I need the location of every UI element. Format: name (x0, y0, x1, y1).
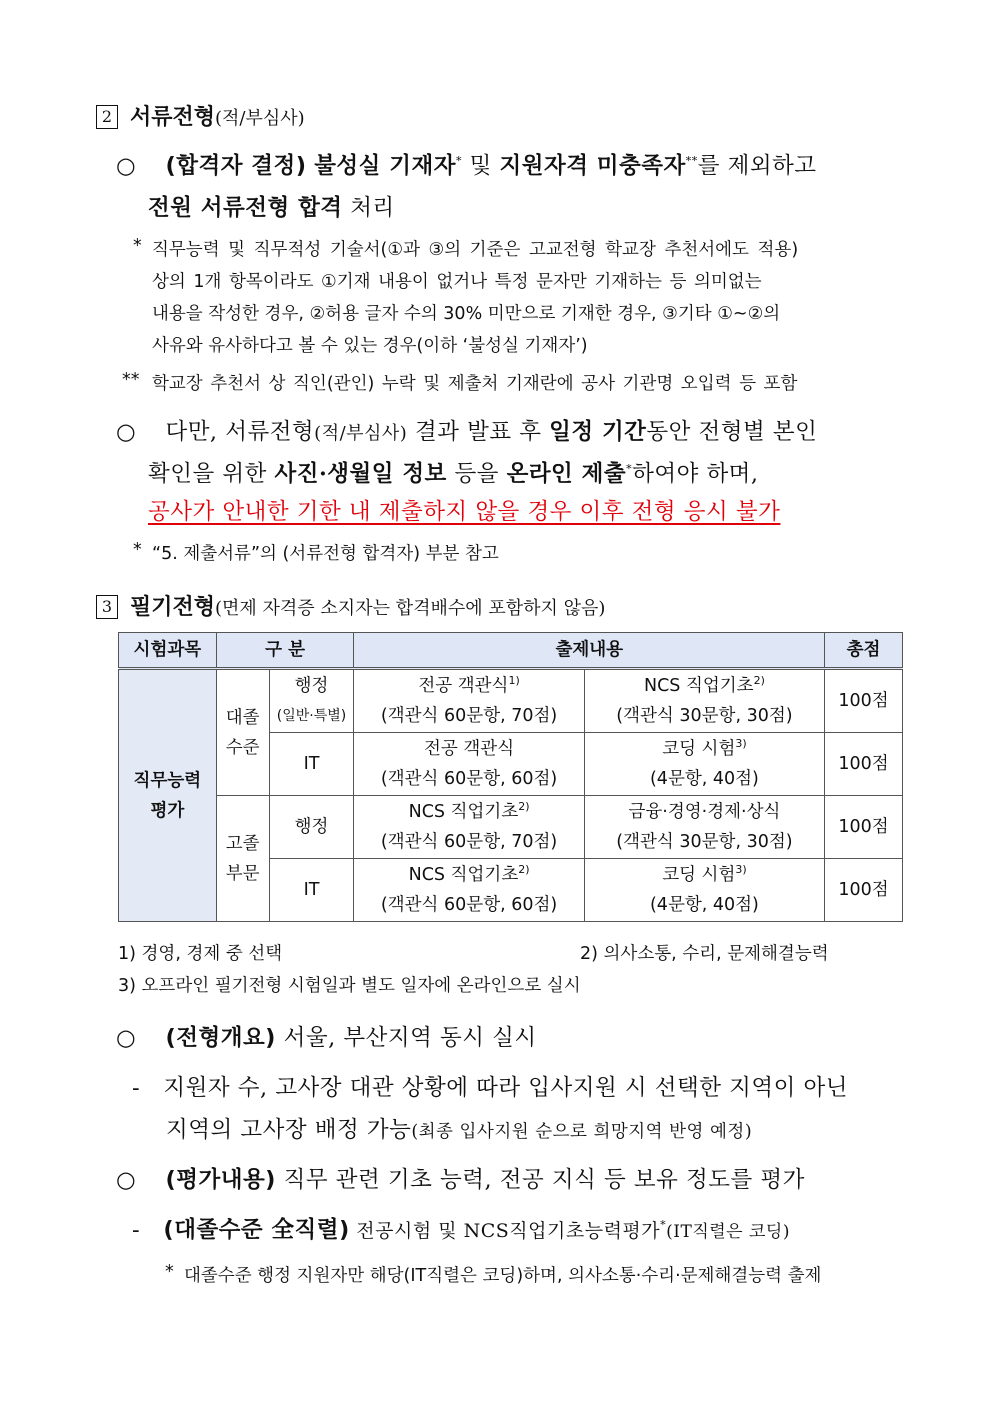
footnote-ref: 3) (735, 737, 747, 751)
subject-line: 평가 (150, 800, 185, 821)
content-detail: (객관식 30문항, 30점) (616, 832, 793, 852)
group-line: 대졸 (225, 707, 260, 728)
bullet-pass-decision (116, 148, 817, 180)
bullet-label: (합격자 결정) (165, 153, 307, 179)
type-sub: (일반·특별) (276, 708, 347, 724)
footnote-star: * (455, 154, 462, 168)
content-title: NCS 직업기초 (643, 676, 754, 696)
note-line: 상의 1개 항목이라도 ①기재 내용이 없거나 특정 문자만 기재하는 등 의미없는 (152, 272, 762, 292)
dash-mark: - (132, 1217, 141, 1243)
section-2-heading (96, 100, 305, 131)
bullet-text-bold: 일정 기간 (549, 419, 647, 445)
note-line: 학교장 추천서 상 직인(관인) 누락 및 제출처 기재란에 공사 기관명 오입력 등 포함 (152, 374, 798, 394)
group-line: 부문 (225, 863, 260, 884)
note-line: 사유와 유사하다고 볼 수 있는 경우(이하 ‘불성실 기재자’) (152, 336, 588, 356)
section-title: 서류전형 (130, 104, 216, 130)
section-number-box: 2 (96, 105, 118, 129)
header-subject: 시험과목 (119, 633, 217, 669)
dash-text: 지원자 수, 고사장 대관 상황에 따라 입사지원 시 선택한 지역이 아닌 (163, 1075, 848, 1101)
content-title: 코딩 시험 (662, 739, 736, 759)
bullet-text-bold: 사진·생월일 정보 (274, 461, 447, 487)
dash-label: (대졸수준 全직렬) (163, 1217, 350, 1243)
bullet-text: 등을 (446, 461, 507, 487)
total-cell: 100점 (825, 796, 903, 859)
dash-text: 전공시험 및 NCS직업기초능력평가 (349, 1220, 661, 1242)
bullet-text: 처리 (342, 195, 395, 221)
bullet-text: 하여야 하며, (632, 461, 759, 487)
content-cell (584, 669, 824, 733)
bullet-photo-submission (116, 414, 817, 446)
content-title: NCS 직업기초 (408, 802, 519, 822)
footnote-ref: 2) (518, 863, 530, 877)
header-total: 총점 (825, 633, 903, 669)
bullet-pass-decision-line2 (148, 190, 395, 222)
bullet-text-bold: 온라인 제출 (506, 461, 627, 487)
bullet-mark: ○ (116, 1167, 137, 1193)
content-detail: (객관식 60문항, 70점) (380, 706, 558, 726)
note-star: * (165, 1262, 174, 1282)
type-cell (269, 669, 354, 733)
note-star: * (133, 236, 142, 256)
content-cell (584, 796, 824, 859)
note-star: ** (122, 370, 140, 390)
group-cell (216, 669, 269, 796)
total-cell: 100점 (825, 859, 903, 922)
group-line: 고졸 (225, 833, 260, 854)
table-footnote: 2) 의사소통, 수리, 문제해결능력 (580, 944, 829, 964)
bullet-text: 를 제외하고 (697, 153, 817, 179)
bullet-text: 및 (461, 153, 500, 179)
group-line: 수준 (225, 737, 260, 758)
bullet-text: 결과 발표 후 (407, 419, 550, 445)
content-cell (584, 859, 824, 922)
subject-cell (119, 669, 217, 922)
content-detail: (객관식 60문항, 60점) (380, 895, 558, 915)
content-cell (354, 669, 584, 733)
note-line: 직무능력 및 직무적성 기술서(①과 ③의 기준은 고교전형 학교장 추천서에도 적용) (152, 240, 799, 260)
content-detail: (객관식 60문항, 60점) (380, 769, 558, 789)
bullet-text: 동안 전형별 본인 (646, 419, 818, 445)
note-line: 내용을 작성한 경우, ②허용 글자 수의 30% 미만으로 기재한 경우, ③기타 ①~②의 (152, 304, 781, 324)
bullet-text: 서울, 부산지역 동시 실시 (275, 1025, 537, 1051)
content-title: NCS 직업기초 (408, 865, 519, 885)
section-number-box: 3 (96, 595, 118, 619)
dash-region-assignment (132, 1070, 848, 1102)
written-exam-table (118, 632, 903, 922)
content-cell (584, 733, 824, 796)
content-detail: (4문항, 40점) (649, 769, 759, 789)
deadline-warning: 공사가 안내한 기한 내 제출하지 않을 경우 이후 전형 응시 불가 (148, 499, 781, 525)
group-cell (216, 796, 269, 922)
bullet-label: (전형개요) (165, 1025, 276, 1051)
note-line: “5. 제출서류”의 (서류전형 합격자) 부분 참고 (152, 544, 499, 564)
dash-text: 지역의 고사장 배정 가능 (166, 1117, 412, 1143)
section-title-paren: (면제 자격증 소지자는 합격배수에 포함하지 않음) (215, 598, 606, 619)
type-label: 행정 (294, 676, 329, 696)
table-footnote: 3) 오프라인 필기전형 시험일과 별도 일자에 온라인으로 실시 (118, 976, 581, 996)
total-cell: 100점 (825, 733, 903, 796)
content-detail: (객관식 60문항, 70점) (380, 832, 558, 852)
bullet-text: 직무 관련 기초 능력, 전공 지식 등 보유 정도를 평가 (275, 1167, 805, 1193)
content-cell (354, 733, 584, 796)
type-cell: IT (269, 859, 354, 922)
bullet-text-bold: 전원 서류전형 합격 (148, 195, 343, 221)
bullet-mark: ○ (116, 1025, 137, 1051)
bullet-text-bold: 지원자격 미충족자 (499, 153, 686, 179)
type-cell: 행정 (269, 796, 354, 859)
footnote-ref: 1) (508, 674, 520, 688)
footnote-star: ** (685, 154, 698, 168)
subject-line: 직무능력 (133, 770, 202, 791)
content-title: 금융·경영·경제·상식 (628, 802, 781, 822)
dash-paren: (최종 입사지원 순으로 희망지역 반영 예정) (411, 1122, 753, 1142)
content-cell (354, 796, 584, 859)
footnote-ref: 2) (518, 800, 530, 814)
header-category: 구 분 (216, 633, 354, 669)
dash-mark: - (132, 1075, 141, 1101)
bullet-paren: (적/부심사) (314, 423, 408, 444)
content-detail: (4문항, 40점) (649, 895, 759, 915)
header-content: 출제내용 (354, 633, 825, 669)
type-cell: IT (269, 733, 354, 796)
section-3-heading (96, 590, 605, 621)
dash-paren: (IT직렬은 코딩) (666, 1222, 790, 1242)
bullet-text-bold: 불성실 기재자 (314, 153, 456, 179)
footnote-ref: 2) (753, 674, 765, 688)
footnote-ref: 3) (735, 863, 747, 877)
table-footnote: 1) 경영, 경제 중 선택 (118, 944, 283, 964)
content-detail: (객관식 30문항, 30점) (616, 706, 793, 726)
bullet-text: 확인을 위한 (148, 461, 275, 487)
content-title: 코딩 시험 (662, 865, 736, 885)
bullet-photo-submission-line2 (148, 456, 759, 488)
bullet-mark: ○ (116, 153, 137, 179)
footnote-star: * (660, 1218, 667, 1232)
bullet-mark: ○ (116, 419, 137, 445)
note-star: * (133, 540, 142, 560)
content-cell (354, 859, 584, 922)
total-cell: 100점 (825, 669, 903, 733)
bullet-text: 다만, 서류전형 (165, 419, 315, 445)
bullet-evaluation (116, 1162, 805, 1194)
section-title-paren: (적/부심사) (215, 108, 305, 129)
section-title: 필기전형 (130, 594, 216, 620)
dash-college-all (132, 1212, 790, 1244)
bullet-label: (평가내용) (165, 1167, 276, 1193)
content-title: 전공 객관식 (424, 739, 515, 759)
note-line: 대졸수준 행정 지원자만 해당(IT직렬은 코딩)하며, 의사소통·수리·문제해결능력 출제 (184, 1266, 822, 1286)
content-title: 전공 객관식 (418, 676, 509, 696)
footnote-star: * (626, 462, 633, 476)
bullet-exam-overview (116, 1020, 537, 1052)
dash-region-assignment-line2 (166, 1112, 752, 1144)
